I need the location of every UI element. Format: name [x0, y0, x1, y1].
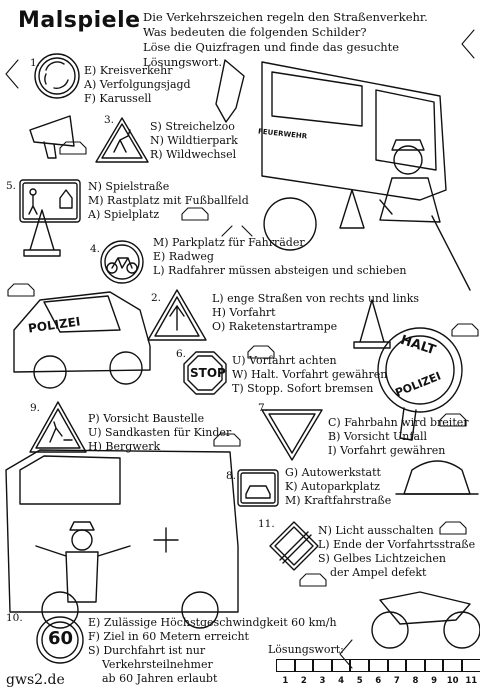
quiz-answers-11	[318, 524, 475, 580]
quiz-answers-8	[285, 466, 391, 508]
solution-box[interactable]	[313, 659, 332, 672]
question-number: 6.	[176, 348, 187, 360]
answer-option: H) Vorfahrt	[212, 306, 276, 319]
answer-option: E) Kreisverkehr	[84, 64, 173, 77]
question-number: 10.	[6, 612, 23, 624]
answer-option: A) Verfolgungsjagd	[84, 78, 191, 91]
answer-option: S) Streichelzoo	[150, 120, 235, 133]
box-number: 3	[319, 676, 326, 686]
solution-box-numbers	[276, 676, 480, 686]
question-number: 9.	[30, 402, 41, 414]
answer-option: K) Autoparkplatz	[285, 480, 380, 493]
yield-sign-icon	[262, 410, 322, 460]
roundabout-sign-icon	[35, 54, 79, 98]
bicycle-sign-icon	[101, 241, 143, 283]
question-number: 3.	[104, 114, 115, 126]
paddle-halt-label: HALT	[398, 332, 438, 359]
quiz-answers-4	[153, 236, 406, 278]
quiz-answers-6	[232, 354, 387, 396]
play-street-sign-icon	[20, 180, 80, 222]
quiz-answers-9	[88, 412, 231, 454]
quiz-answers-7	[328, 416, 469, 458]
quiz-answers-5	[88, 180, 249, 222]
quiz-answers-1	[84, 64, 191, 106]
speed-limit-label: 60	[48, 628, 74, 649]
answer-option: E) Radweg	[153, 250, 214, 263]
quiz-answers-2	[212, 292, 419, 334]
box-number: 11	[465, 676, 478, 686]
answer-option: L) Ende der Vorfahrtsstraße	[318, 538, 476, 551]
solution-box[interactable]	[332, 659, 351, 672]
solution-box[interactable]	[425, 659, 444, 672]
solution-box[interactable]	[406, 659, 425, 672]
solution-label: Lösungswort:	[268, 643, 344, 656]
answer-option: N) Spielstraße	[88, 180, 170, 193]
answer-option-continued: ab 60 Jahren erlaubt	[102, 672, 218, 685]
solution-box[interactable]	[276, 659, 295, 672]
answer-option-continued: Verkehrsteilnehmer	[102, 658, 213, 671]
answer-option: R) Wildwechsel	[150, 148, 237, 161]
answer-option: H) Bergwerk	[88, 440, 161, 453]
police-car-icon	[14, 292, 150, 388]
stop-sign-label: STOP	[190, 366, 226, 380]
solution-box[interactable]	[388, 659, 407, 672]
motorway-sign-icon	[238, 470, 278, 506]
answer-option: F) Karussell	[84, 92, 152, 105]
box-number: 9	[431, 676, 437, 686]
solution-box[interactable]	[350, 659, 369, 672]
fire-truck-label: FEUERWEHR	[257, 127, 308, 141]
box-number: 2	[300, 676, 307, 686]
answer-option: T) Stopp. Sofort bremsen	[232, 382, 374, 395]
box-number: 4	[338, 676, 345, 686]
police-car-label: POLIZEI	[27, 314, 82, 336]
answer-option: M) Rastplatz mit Fußballfeld	[88, 194, 249, 207]
question-number: 4.	[90, 243, 101, 255]
answer-option: L) Radfahrer müssen absteigen und schieben	[153, 264, 407, 277]
answer-option: N) Wildtierpark	[150, 134, 238, 147]
box-number: 7	[393, 676, 400, 686]
answer-option: F) Ziel in 60 Metern erreicht	[88, 630, 249, 643]
answer-option-continued: der Ampel defekt	[330, 566, 427, 579]
question-number: 7.	[258, 402, 269, 414]
answer-option: A) Spielplatz	[88, 208, 160, 221]
police-van-icon	[6, 450, 238, 628]
answer-option: U) Vorfahrt achten	[232, 354, 337, 367]
answer-option: L) enge Straßen von rechts und links	[212, 292, 420, 305]
answer-option: W) Halt. Vorfahrt gewähren	[232, 368, 388, 381]
solution-boxes	[276, 659, 480, 672]
answer-option: O) Raketenstartrampe	[212, 320, 338, 333]
answer-option: S) Durchfahrt ist nur	[88, 644, 206, 657]
solution-box[interactable]	[462, 659, 480, 672]
question-number: 5.	[6, 180, 17, 192]
answer-option: I) Vorfahrt gewähren	[328, 444, 446, 457]
intro-text	[143, 10, 480, 70]
answer-option: U) Sandkasten für Kinder	[88, 426, 232, 439]
police-motorcycle-icon	[372, 592, 480, 648]
question-number: 11.	[258, 518, 275, 530]
police-officer-icon	[36, 522, 130, 602]
answer-option: M) Kraftfahrstraße	[285, 494, 392, 507]
answer-option: M) Parkplatz für Fahrräder	[153, 236, 305, 249]
box-number: 6	[375, 676, 382, 686]
site-credit: gws2.de	[6, 672, 65, 688]
solution-box[interactable]	[295, 659, 314, 672]
page-title: Malspiele	[18, 8, 141, 33]
answer-option: G) Autowerkstatt	[285, 466, 381, 479]
solution-box[interactable]	[443, 659, 462, 672]
helmet-icon	[396, 461, 478, 494]
quiz-answers-3	[150, 120, 238, 162]
question-number: 2.	[151, 292, 162, 304]
box-number: 8	[412, 676, 419, 686]
solution-box[interactable]	[369, 659, 388, 672]
answer-option: E) Zulässige Höchstgeschwindgkeit 60 km/h	[88, 616, 337, 629]
answer-option: P) Vorsicht Baustelle	[88, 412, 205, 425]
answer-option: N) Licht ausschalten	[318, 524, 434, 537]
question-number: 1.	[30, 57, 41, 69]
box-number: 10	[446, 676, 459, 686]
intro-line: Löse die Quizfragen und finde das gesuchte Lösungswort.	[143, 40, 400, 69]
end-priority-sign-icon	[270, 522, 318, 570]
question-number: 8.	[226, 470, 237, 482]
answer-option: S) Gelbes Lichtzeichen	[318, 552, 446, 565]
answer-option: C) Fahrbahn wird breiter	[328, 416, 469, 429]
answer-option: B) Vorsicht Unfall	[328, 430, 428, 443]
intro-line: Die Verkehrszeichen regeln den Straßenverkehr.	[143, 10, 428, 24]
megaphone-icon	[30, 116, 74, 158]
box-number: 1	[282, 676, 289, 686]
box-number: 5	[356, 676, 363, 686]
intro-line: Was bedeuten die folgenden Schilder?	[143, 25, 367, 39]
paddle-polizei-label: POLIZEI	[393, 369, 443, 400]
